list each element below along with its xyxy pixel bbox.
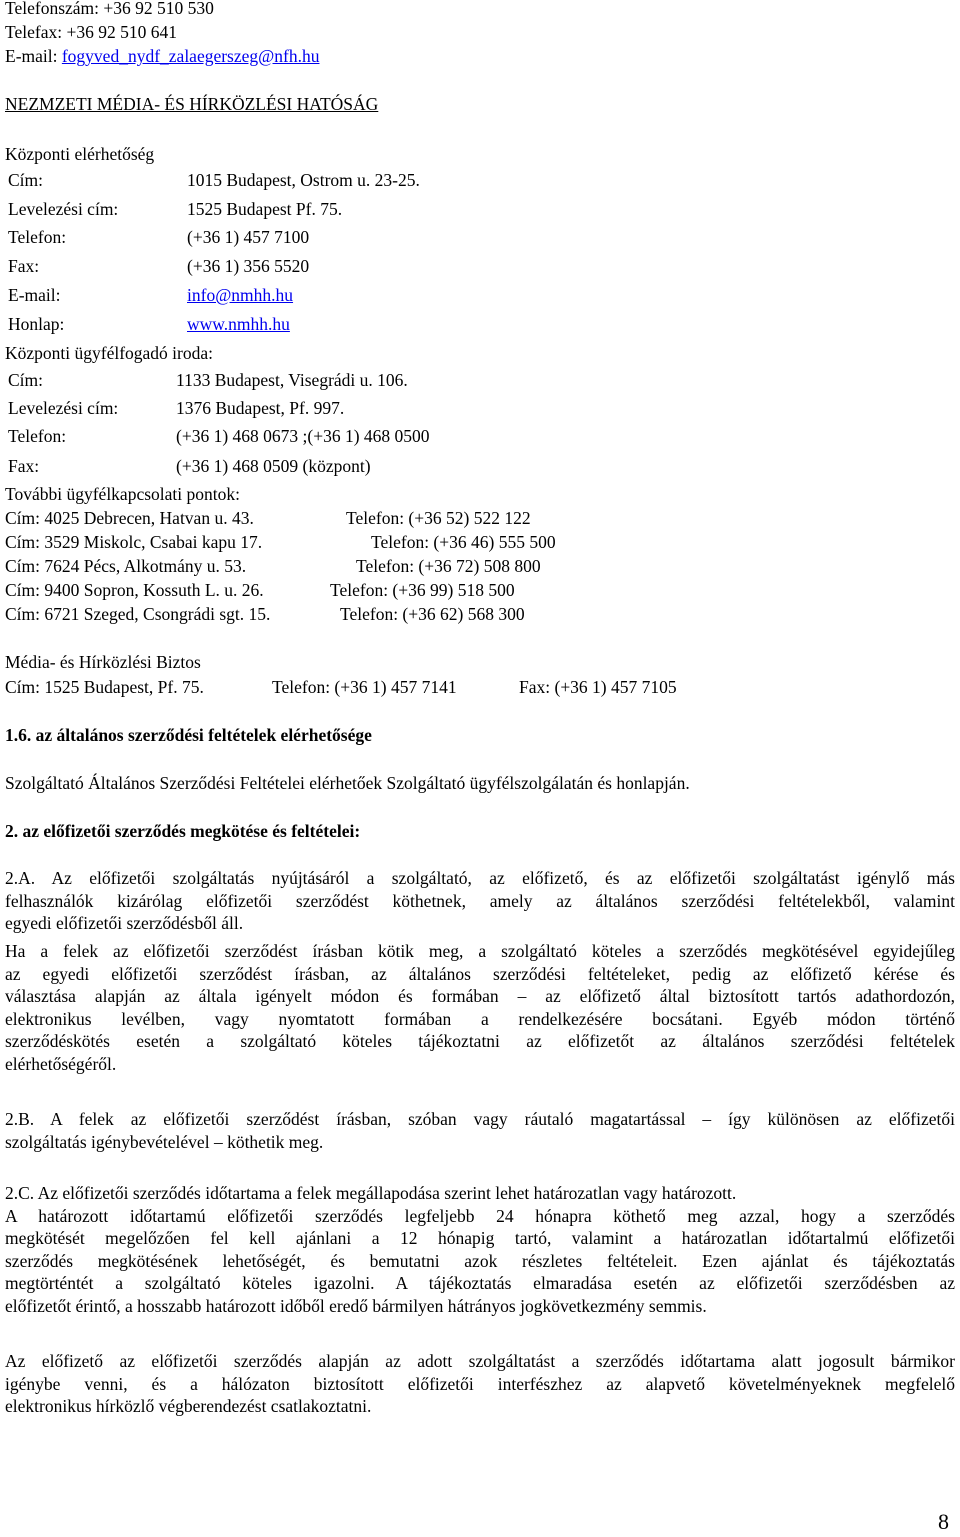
- biztos-addr: Cím: 1525 Budapest, Pf. 75.: [5, 677, 204, 697]
- biztos-fax: Fax: (+36 1) 457 7105: [519, 677, 677, 697]
- central-val-0: 1015 Budapest, Ostrom u. 23-25.: [187, 170, 420, 190]
- point-tel-0: Telefon: (+36 52) 522 122: [346, 508, 531, 528]
- para-line: szerződéskötés esetén a szolgáltató köteles tájékoztatni az előfizetőt az általános szerződési feltételek: [5, 1031, 955, 1051]
- central-val-1: 1525 Budapest Pf. 75.: [187, 199, 343, 219]
- para-line: elérhetőségéről.: [5, 1053, 117, 1074]
- central-title: Központi elérhetőség: [5, 144, 155, 164]
- point-addr-1: Cím: 3529 Miskolc, Csabai kapu 17.: [5, 532, 263, 552]
- s16-text: Szolgáltató Általános Szerződési Feltételei elérhetőek Szolgáltató ügyfélszolgálatán és honlapján.: [5, 773, 690, 793]
- para-line: elektronikus levélben, vagy nyomtatott formában a rendelkezésére bocsátani. Egyéb módon történő: [5, 1008, 955, 1029]
- para-line: megkötését megelőzően fel kell ajánlani a 12 hónapig tartó, valamint a határozatlan időtartalmú előfizetői: [5, 1228, 955, 1248]
- top-email-line: [5, 45, 319, 67]
- s16-heading: 1.6. az általános szerződési feltételek elérhetősége: [5, 725, 372, 745]
- central-key-0: Cím:: [8, 170, 44, 190]
- top-email-link[interactable]: fogyved_nydf_zalaegerszeg@nfh.hu: [61, 46, 320, 66]
- point-tel-2: Telefon: (+36 72) 508 800: [356, 556, 541, 576]
- biztos-tel: Telefon: (+36 1) 457 7141: [272, 677, 457, 697]
- point-addr-3: Cím: 9400 Sopron, Kossuth L. u. 26.: [5, 580, 264, 600]
- office-val-3: (+36 1) 468 0509 (központ): [176, 456, 371, 476]
- para-2b: [5, 1108, 955, 1153]
- para-2a-1: [5, 867, 955, 935]
- para-line: 2.C. Az előfizetői szerződés időtartama a felek megállapodása szerint lehet határozatlan vagy határozott.: [5, 1183, 737, 1203]
- office-val-2: (+36 1) 468 0673 ;(+36 1) 468 0500: [176, 426, 430, 446]
- nmhh-heading: NEZMZETI MÉDIA- ÉS HÍRKÖZLÉSI HATÓSÁG: [5, 94, 379, 114]
- point-tel-4: Telefon: (+36 62) 568 300: [340, 604, 525, 624]
- para-line: Az előfizető az előfizetői szerződés alapján az adott szolgáltatást a szerződés időtartama alatt jogosult bármikor: [5, 1351, 955, 1371]
- para-line: Ha a felek az előfizetői szerződést írásban kötik meg, a szolgáltató köteles a szerződés megkötésével egyidejűleg: [5, 941, 955, 961]
- central-email-link[interactable]: info@nmhh.hu: [187, 285, 294, 305]
- office-val-1: 1376 Budapest, Pf. 997.: [176, 398, 345, 418]
- top-email-label: E-mail:: [5, 46, 62, 66]
- para-line: 2.B. A felek az előfizetői szerződést írásban, szóban vagy ráutaló magatartással – így különösen az előfizetői: [5, 1109, 955, 1129]
- office-key-3: Fax:: [8, 456, 40, 476]
- central-email-label: E-mail:: [8, 285, 61, 305]
- points-title: További ügyfélkapcsolati pontok:: [5, 484, 240, 504]
- point-addr-4: Cím: 6721 Szeged, Csongrádi sgt. 15.: [5, 604, 271, 624]
- para-line: A határozott időtartamú előfizetői szerződés legfeljebb 24 hónapra köthető meg azzal, hogy a szerződés: [5, 1205, 955, 1226]
- para-line: az egyedi előfizetői szerződést írásban, az általános szerződési feltételeket, pedig az előfizető kérése és: [5, 963, 955, 984]
- point-tel-1: Telefon: (+36 46) 555 500: [371, 532, 556, 552]
- point-tel-3: Telefon: (+36 99) 518 500: [330, 580, 515, 600]
- s2-heading: 2. az előfizetői szerződés megkötése és feltételei:: [5, 821, 361, 841]
- top-fax: Telefax: +36 92 510 641: [5, 22, 177, 42]
- para-line: elektronikus hírközlő végberendezést csatlakoztatni.: [5, 1396, 372, 1416]
- top-phone: Telefonszám: +36 92 510 530: [5, 0, 214, 18]
- para-line: választása alapján az általa igényelt módon és formában – az előfizető által biztosított tartós adathordozón,: [5, 986, 955, 1006]
- central-web-label: Honlap:: [8, 314, 65, 334]
- para-line: szolgáltatás igénybevételével – köthetik meg.: [5, 1131, 324, 1152]
- para-line: igénybe venni, és a hálózaton biztosított előfizetői interfészhez az alapvető követelményeknek megfelelő: [5, 1373, 955, 1394]
- office-key-0: Cím:: [8, 370, 44, 390]
- central-val-3: (+36 1) 356 5520: [187, 256, 310, 276]
- page-number: 8: [938, 1509, 949, 1534]
- point-addr-2: Cím: 7624 Pécs, Alkotmány u. 53.: [5, 556, 247, 576]
- para-line: felhasználók kizárólag előfizetői szerződést köthetnek, amely az általános szerződési feltételekből, valamint: [5, 890, 955, 911]
- central-key-3: Fax:: [8, 256, 40, 276]
- para-2a-2: [5, 940, 955, 1075]
- central-web-link[interactable]: www.nmhh.hu: [187, 314, 290, 334]
- para-line: előfizetőt érintő, a hosszabb határozott időből eredő bármilyen hátrányos jogkövetkezmény semmis.: [5, 1295, 707, 1316]
- point-addr-0: Cím: 4025 Debrecen, Hatvan u. 43.: [5, 508, 254, 528]
- para-2c: [5, 1182, 955, 1317]
- office-key-1: Levelezési cím:: [8, 398, 119, 418]
- para-2d: [5, 1350, 955, 1418]
- biztos-title: Média- és Hírközlési Biztos: [5, 652, 201, 672]
- central-val-2: (+36 1) 457 7100: [187, 227, 310, 247]
- central-key-1: Levelezési cím:: [8, 199, 119, 219]
- office-key-2: Telefon:: [8, 426, 67, 446]
- office-val-0: 1133 Budapest, Visegrádi u. 106.: [176, 370, 408, 390]
- para-line: 2.A. Az előfizetői szolgáltatás nyújtásáról a szolgáltató, az előfizető, és az előfizetői szolgáltatást igénylő más: [5, 868, 955, 888]
- para-line: megtörténtét a szolgáltató köteles igazolni. A tájékoztatás elmaradása esetén az előfizetői szerződésben az: [5, 1273, 955, 1293]
- para-line: egyedi előfizetői szerződésből áll.: [5, 913, 244, 933]
- para-line: szerződés megkötésének lehetőségét, és bemutatni azok részletes feltételeit. Ezen ajánlat és tájékoztatás: [5, 1250, 955, 1271]
- office-title: Központi ügyfélfogadó iroda:: [5, 343, 214, 363]
- central-key-2: Telefon:: [8, 227, 67, 247]
